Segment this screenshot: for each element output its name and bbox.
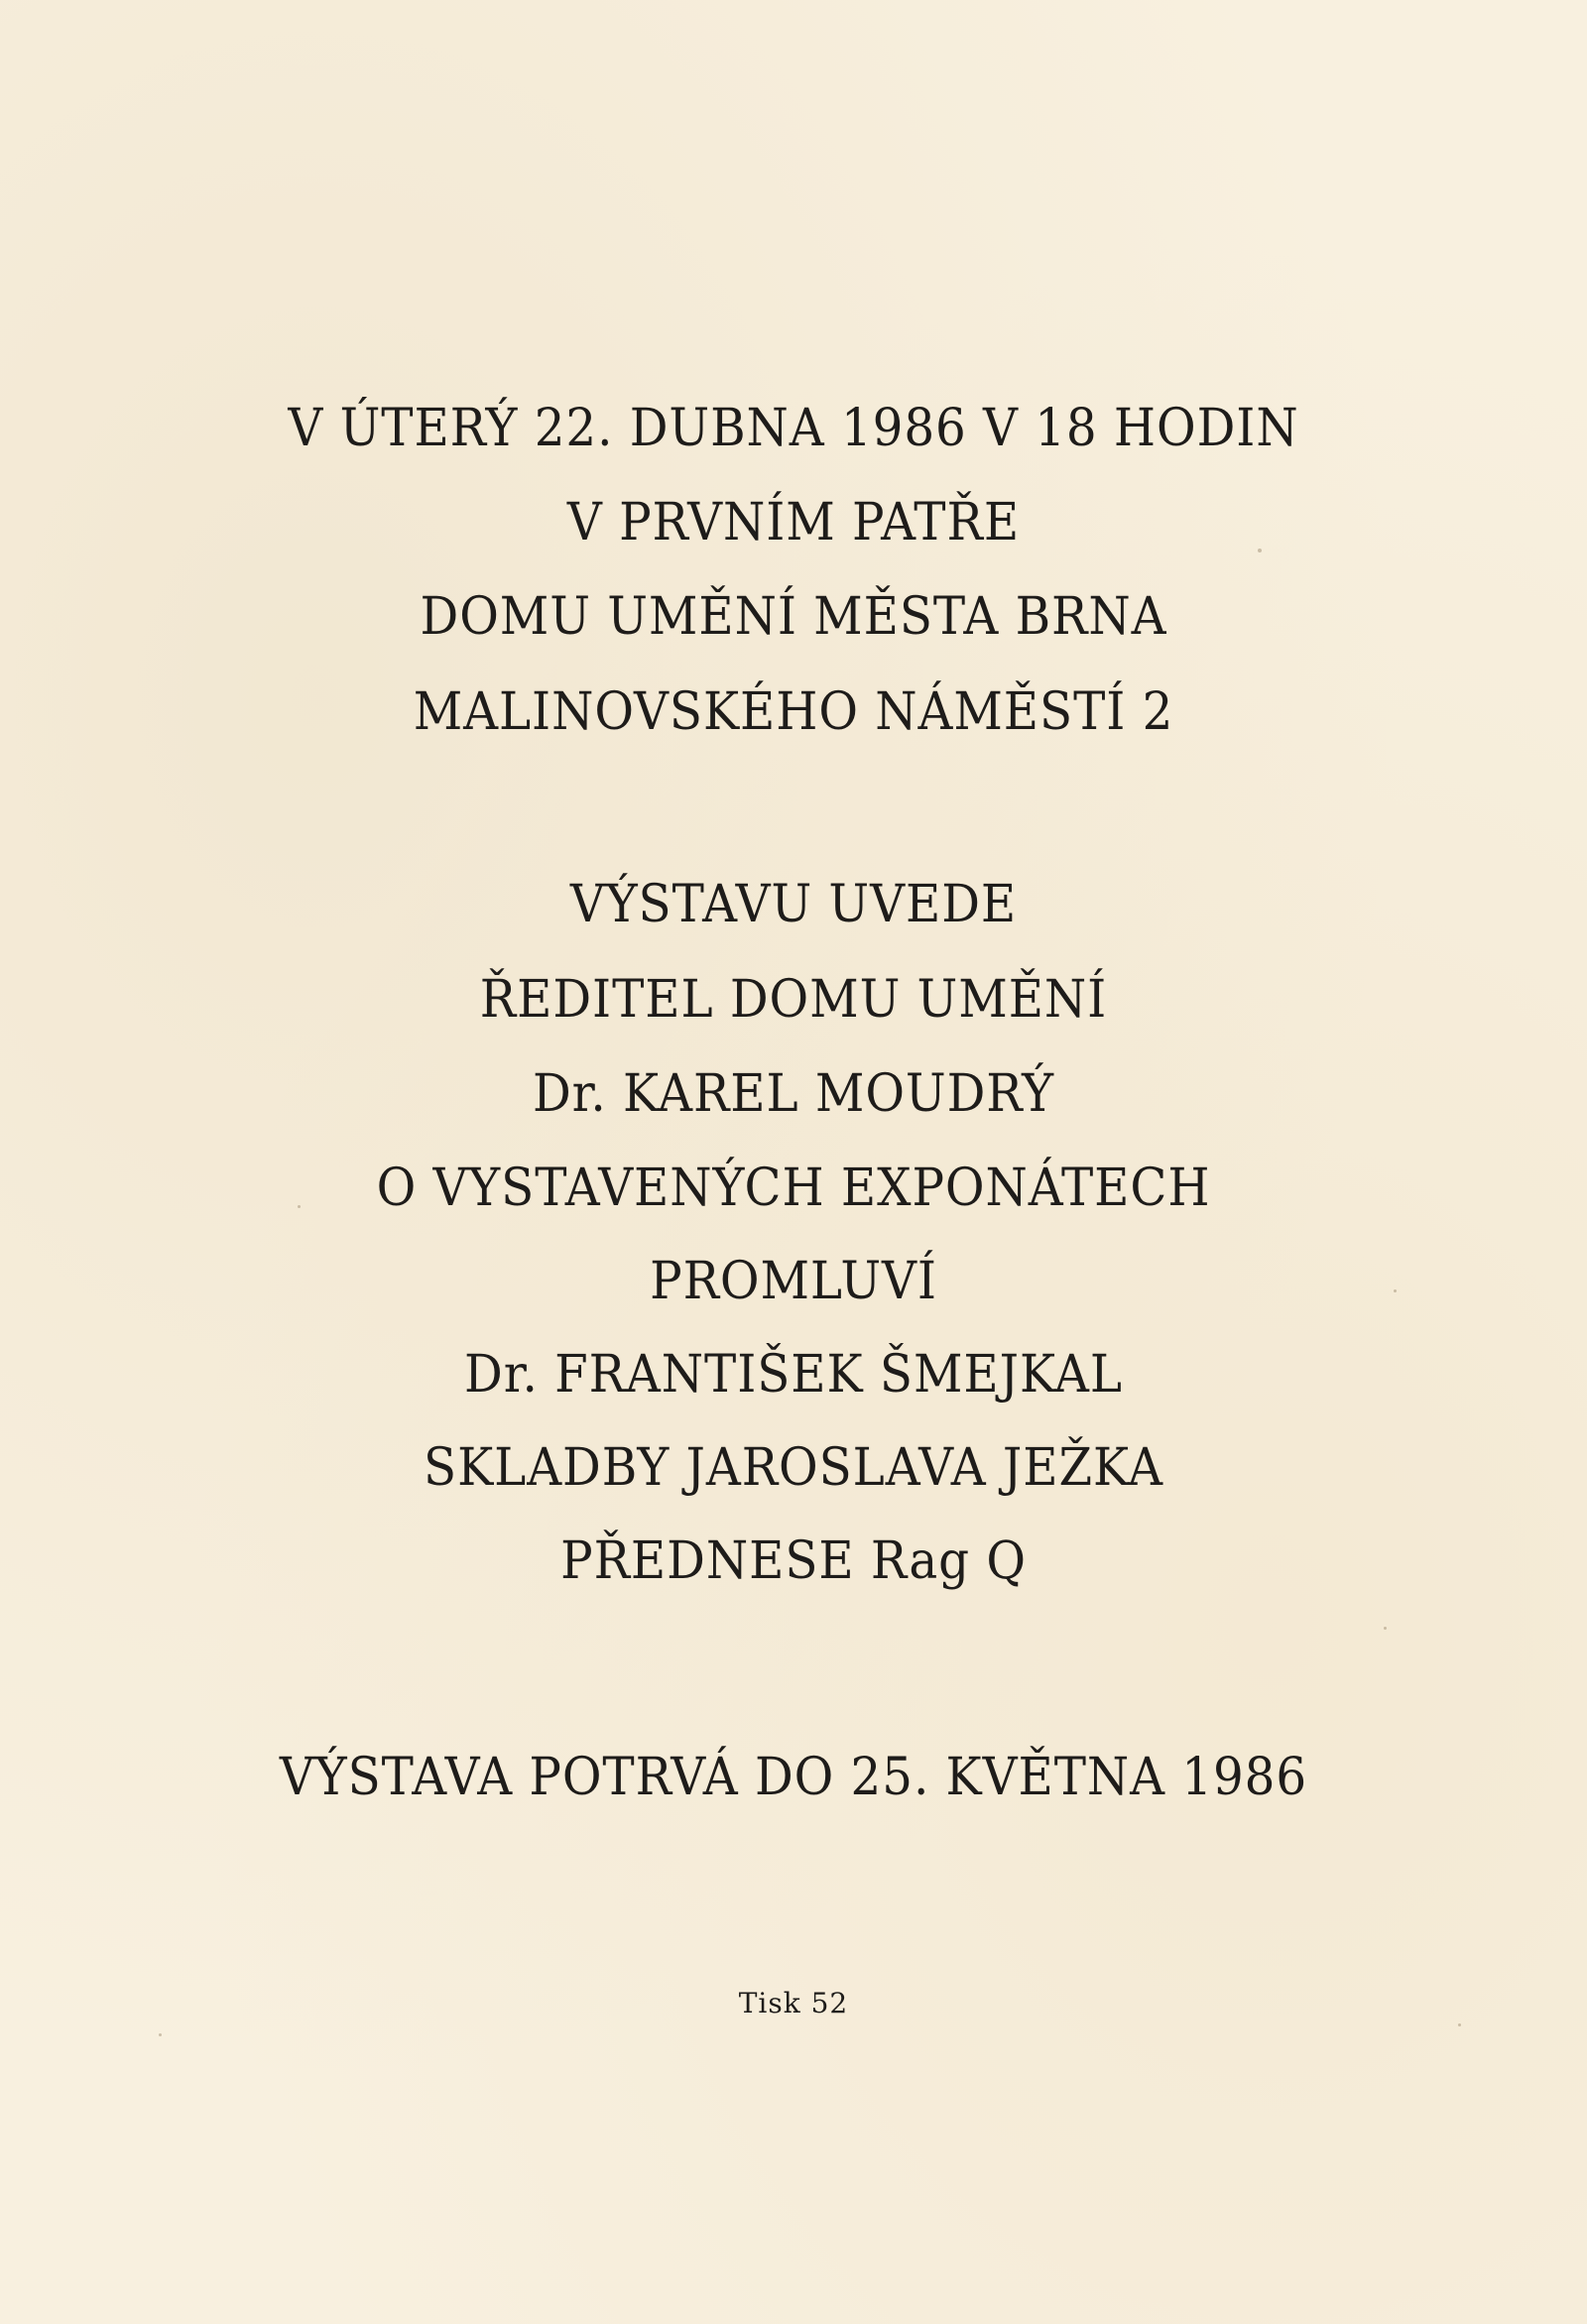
speaker-name-line: Dr. FRANTIŠEK ŠMEJKAL (464, 1345, 1123, 1405)
exhibition-duration-line: VÝSTAVA POTRVÁ DO 25. KVĚTNA 1986 (279, 1748, 1308, 1807)
music-line: SKLADBY JAROSLAVA JEŽKA (424, 1438, 1163, 1498)
speaks-line: PROMLUVÍ (650, 1252, 937, 1311)
opening-intro-line: VÝSTAVU UVEDE (569, 875, 1018, 934)
paper-speck (298, 1205, 301, 1208)
director-title-line: ŘEDITEL DOMU UMĚNÍ (479, 970, 1108, 1030)
performer-line: PŘEDNESE Rag Q (560, 1531, 1027, 1591)
exhibits-topic-line: O VYSTAVENÝCH EXPONÁTECH (376, 1159, 1211, 1218)
venue-building-line: DOMU UMĚNÍ MĚSTA BRNA (420, 587, 1167, 647)
paper-speck (1258, 549, 1262, 552)
paper-speck (159, 2033, 162, 2036)
paper-speck (1384, 1627, 1387, 1630)
print-note: Tisk 52 (738, 1987, 849, 2019)
venue-floor-line: V PRVNÍM PATŘE (566, 493, 1021, 552)
event-datetime-line: V ÚTERÝ 22. DUBNA 1986 V 18 HODIN (288, 399, 1299, 458)
paper-speck (1458, 2023, 1461, 2026)
paper-speck (1394, 1289, 1397, 1292)
venue-address-line: MALINOVSKÉHO NÁMĚSTÍ 2 (413, 682, 1174, 742)
director-name-line: Dr. KAREL MOUDRÝ (532, 1064, 1055, 1124)
